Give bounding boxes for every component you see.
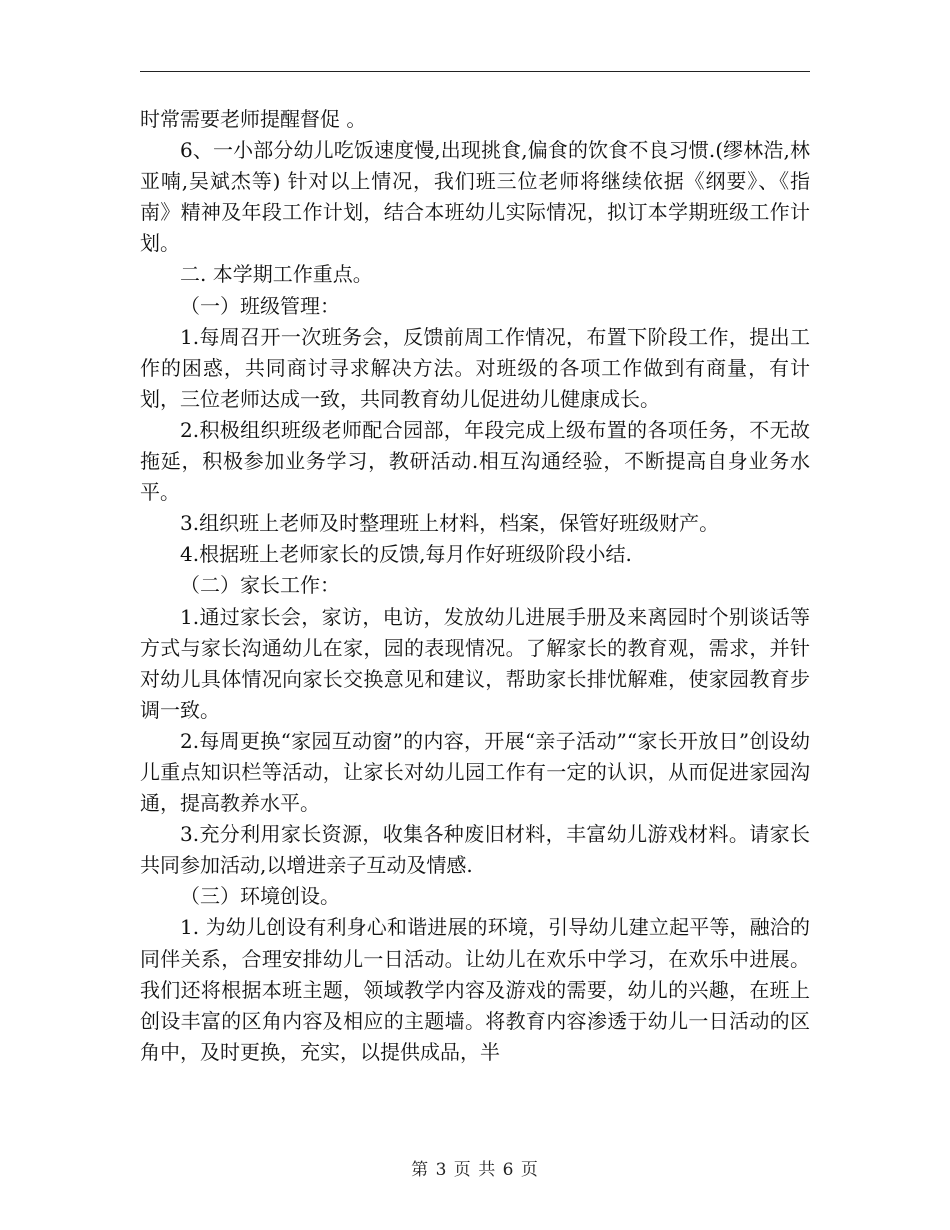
page-number: 第 3 页 共 6 页 [411, 1160, 539, 1180]
paragraph: 3.充分利用家长资源，收集各种废旧材料，丰富幼儿游戏材料。请家长共同参加活动,以增进亲子互动及情感. [140, 822, 810, 878]
paragraph: 4.根据班上老师家长的反馈,每月作好班级阶段小结. [180, 542, 632, 567]
paragraph: （二）家长工作： [180, 573, 340, 598]
paragraph: 二. 本学期工作重点。 [180, 262, 373, 287]
document-body [140, 104, 810, 1068]
paragraph: 6、一小部分幼儿吃饭速度慢,出现挑食,偏食的饮食不良习惯.(缪林浩,林亚喃,吴斌杰等) 针对以上情况，我们班三位老师将继续依据《纲要》、《指南》精神及年段工作计划，结合本班幼儿实际情况，拟订本学期班级工作计划。 [140, 138, 810, 256]
paragraph: 2.每周更换“家园互动窗”的内容，开展“亲子活动”“家长开放日”创设幼儿重点知识栏等活动，让家长对幼儿园工作有一定的认识，从而促进家园沟通，提高教养水平。 [140, 728, 810, 816]
paragraph: （三）环境创设。 [180, 884, 340, 909]
paragraph: 3.组织班上老师及时整理班上材料，档案，保管好班级财产。 [180, 511, 720, 536]
paragraph: 1.通过家长会，家访，电访，发放幼儿进展手册及来离园时个别谈话等方式与家长沟通幼儿在家，园的表现情况。了解家长的教育观，需求，并针对幼儿具体情况向家长交换意见和建议，帮助家长排忧解难，使家园教育步调一致。 [140, 604, 810, 722]
header-rule [140, 71, 810, 72]
paragraph: 时常需要老师提醒督促 。 [140, 107, 367, 131]
paragraph: 1.每周召开一次班务会，反馈前周工作情况，布置下阶段工作，提出工作的困惑，共同商讨寻求解决方法。对班级的各项工作做到有商量，有计划，三位老师达成一致，共同教育幼儿促进幼儿健康成长。 [140, 324, 810, 411]
paragraph: （一）班级管理： [180, 293, 340, 318]
paragraph: 1. 为幼儿创设有利身心和谐进展的环境，引导幼儿建立起平等，融洽的同伴关系，合理安排幼儿一日活动。让幼儿在欢乐中学习，在欢乐中进展。我们还将根据本班主题，领域教学内容及游戏的需要，幼儿的兴趣，在班上创设丰富的区角内容及相应的主题墙。将教育内容渗透于幼儿一日活动的区角中，及时更换，充实，以提供成品，半 [140, 915, 810, 1064]
paragraph: 2.积极组织班级老师配合园部，年段完成上级布置的各项任务，不无故拖延，积极参加业务学习，教研活动.相互沟通经验，不断提高自身业务水平。 [140, 417, 810, 505]
